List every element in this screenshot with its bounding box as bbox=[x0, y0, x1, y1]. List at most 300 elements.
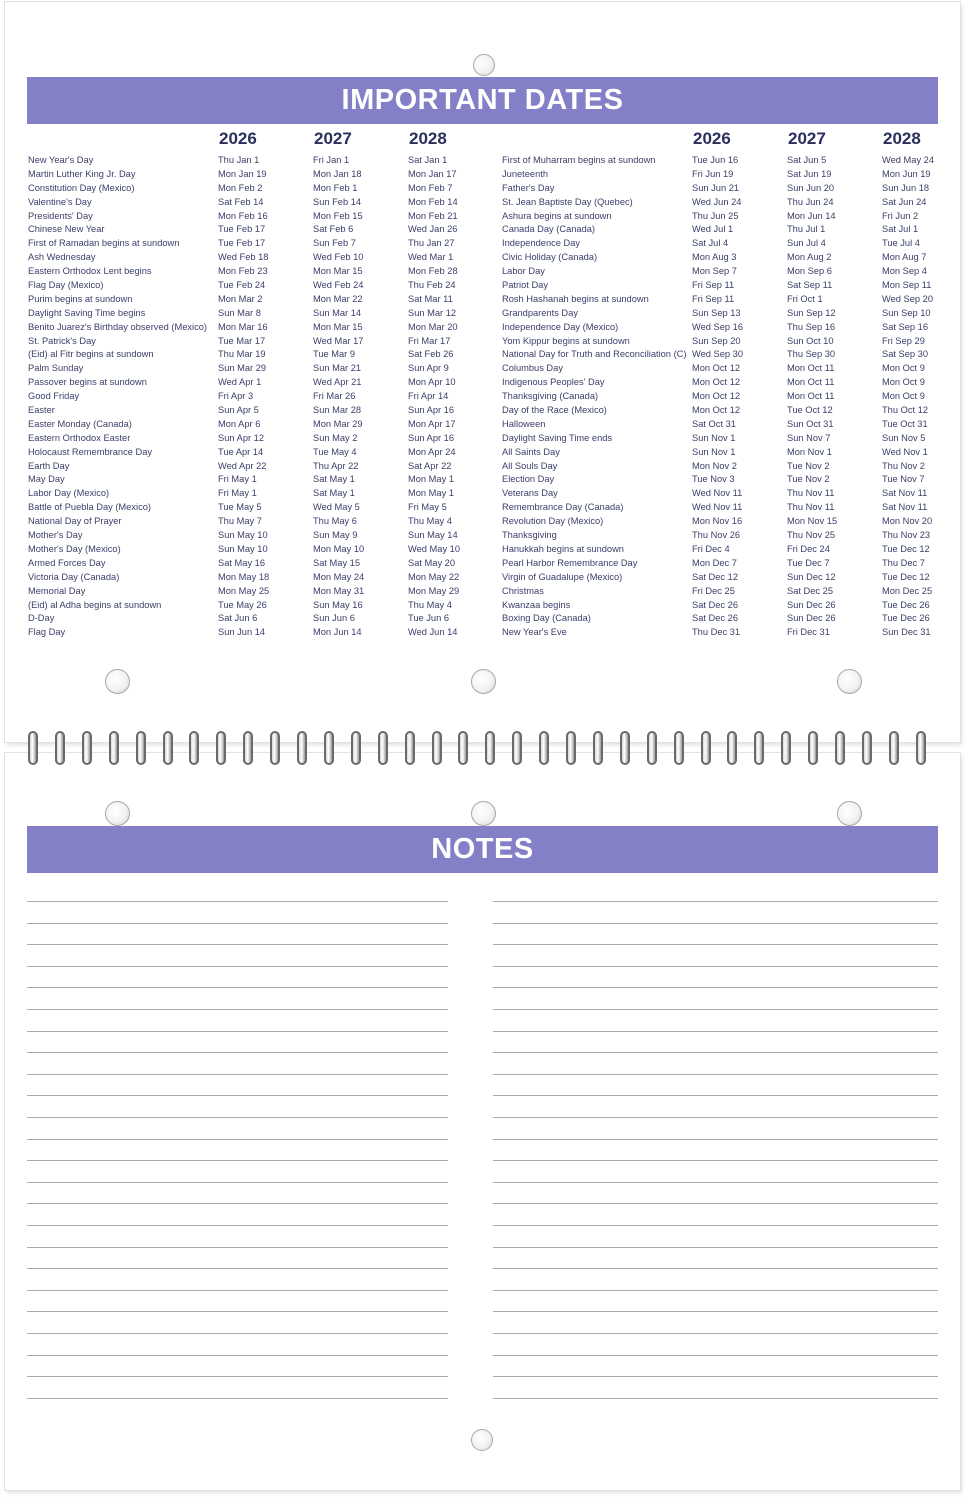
table-cell: Wed Apr 21 bbox=[313, 377, 362, 388]
note-line-right bbox=[493, 1031, 938, 1032]
table-cell: Mon Feb 1 bbox=[313, 182, 358, 193]
table-cell: Wed Apr 1 bbox=[218, 377, 262, 388]
table-cell: Mon Aug 7 bbox=[882, 252, 927, 263]
table-cell: Boxing Day (Canada) bbox=[502, 613, 591, 624]
table-cell: Sat Oct 31 bbox=[692, 418, 736, 429]
table-cell: All Souls Day bbox=[502, 460, 558, 471]
table-cell: Mon Sep 11 bbox=[882, 280, 932, 291]
table-cell: Mon Oct 12 bbox=[692, 363, 741, 374]
note-line-right bbox=[493, 1247, 938, 1248]
important-dates-page bbox=[5, 2, 960, 742]
table-cell: Wed Apr 22 bbox=[218, 460, 267, 471]
spiral-coil bbox=[324, 731, 334, 765]
note-line-right bbox=[493, 966, 938, 967]
table-cell: Sat Apr 22 bbox=[408, 460, 452, 471]
spiral-coil bbox=[566, 731, 576, 765]
table-cell: New Year's Day bbox=[28, 155, 94, 165]
table-cell: Fri Oct 1 bbox=[787, 293, 823, 304]
table-cell: Mon Aug 2 bbox=[787, 252, 832, 263]
table-cell: Labor Day bbox=[502, 266, 545, 277]
table-cell: Sun Jun 6 bbox=[313, 613, 355, 624]
table-cell: Tue Dec 26 bbox=[882, 613, 930, 624]
table-cell: Wed Jun 24 bbox=[692, 196, 742, 207]
table-cell: Sun Mar 29 bbox=[218, 363, 267, 374]
table-cell: Mon May 1 bbox=[408, 474, 454, 485]
table-cell: Sun Jul 4 bbox=[787, 238, 826, 249]
table-cell: Wed Jun 14 bbox=[408, 627, 458, 638]
table-cell: Sat Jun 24 bbox=[882, 196, 927, 207]
table-cell: Fri May 1 bbox=[218, 474, 257, 485]
table-cell: Fri Apr 3 bbox=[218, 391, 254, 402]
table-cell: Sun Feb 14 bbox=[313, 196, 362, 207]
note-line-left bbox=[27, 1160, 448, 1161]
table-cell: Sun May 16 bbox=[313, 599, 363, 610]
table-cell: Mon Sep 4 bbox=[882, 266, 927, 277]
spiral-coil bbox=[270, 731, 280, 765]
table-cell: Thu Jan 1 bbox=[218, 155, 260, 165]
note-line-left bbox=[27, 1268, 448, 1269]
table-cell: Sun Dec 31 bbox=[882, 627, 931, 638]
table-cell: Wed May 5 bbox=[313, 502, 360, 513]
note-line-left bbox=[27, 944, 448, 945]
note-line-left bbox=[27, 901, 448, 902]
table-cell: Fri Sep 29 bbox=[882, 335, 925, 346]
table-cell: Mon Jan 18 bbox=[313, 168, 362, 179]
spiral-coil bbox=[862, 731, 872, 765]
important-dates-title: IMPORTANT DATES bbox=[27, 77, 938, 124]
table-cell: (Eid) al Fitr begins at sundown bbox=[28, 349, 154, 360]
table-cell: Fri May 1 bbox=[218, 488, 257, 499]
year-header-right-2: 2027 bbox=[788, 129, 826, 148]
spiral-coil bbox=[405, 731, 415, 765]
table-cell: New Year's Eve bbox=[502, 627, 567, 638]
note-line-left bbox=[27, 1290, 448, 1291]
spiral-coil bbox=[512, 731, 522, 765]
table-cell: First of Ramadan begins at sundown bbox=[28, 238, 180, 249]
table-cell: (Eid) al Adha begins at sundown bbox=[28, 599, 162, 610]
note-line-right bbox=[493, 1376, 938, 1377]
table-cell: Mon Feb 15 bbox=[313, 210, 363, 221]
spiral-coil bbox=[136, 731, 146, 765]
table-cell: Wed Jul 1 bbox=[692, 224, 734, 235]
table-cell: Tue Nov 2 bbox=[787, 460, 830, 471]
table-cell: Sun Dec 12 bbox=[787, 571, 836, 582]
table-cell: Patriot Day bbox=[502, 280, 548, 291]
table-cell: Sun Oct 31 bbox=[787, 418, 834, 429]
binding-hole bbox=[837, 801, 862, 826]
table-cell: Tue Nov 3 bbox=[692, 474, 735, 485]
table-cell: Sat May 20 bbox=[408, 557, 456, 568]
table-cell: Thu Jun 24 bbox=[787, 196, 834, 207]
table-cell: Sun May 2 bbox=[313, 432, 358, 443]
table-cell: Earth Day bbox=[28, 460, 70, 471]
spiral-coil bbox=[781, 731, 791, 765]
table-cell: Fri Dec 24 bbox=[787, 543, 830, 554]
table-cell: Mon Mar 29 bbox=[313, 418, 363, 429]
table-cell: Columbus Day bbox=[502, 363, 563, 374]
table-cell: Tue Mar 17 bbox=[218, 335, 266, 346]
note-line-left bbox=[27, 1398, 448, 1399]
table-cell: Election Day bbox=[502, 474, 555, 485]
table-cell: Chinese New Year bbox=[28, 224, 105, 235]
table-cell: Canada Day (Canada) bbox=[502, 224, 596, 235]
note-line-left bbox=[27, 966, 448, 967]
table-cell: Thu Jan 27 bbox=[408, 238, 455, 249]
table-cell: Wed Sep 16 bbox=[692, 321, 743, 332]
binding-hole bbox=[471, 669, 496, 694]
table-cell: Sat Dec 25 bbox=[787, 585, 833, 596]
binding-hole bbox=[473, 54, 495, 76]
spiral-coil bbox=[835, 731, 845, 765]
table-cell: Wed May 24 bbox=[882, 155, 935, 165]
table-cell: Sat Feb 26 bbox=[408, 349, 454, 360]
table-cell: Mon Nov 1 bbox=[787, 446, 832, 457]
spiral-coil bbox=[216, 731, 226, 765]
table-cell: Sun Mar 21 bbox=[313, 363, 362, 374]
spiral-coil bbox=[593, 731, 603, 765]
note-line-right bbox=[493, 1139, 938, 1140]
table-cell: Fri Dec 25 bbox=[692, 585, 735, 596]
table-cell: Sun Mar 28 bbox=[313, 405, 362, 416]
table-cell: Passover begins at sundown bbox=[28, 377, 147, 388]
table-cell: Sat Sep 16 bbox=[882, 321, 929, 332]
note-line-left bbox=[27, 1225, 448, 1226]
table-cell: Martin Luther King Jr. Day bbox=[28, 168, 136, 179]
table-cell: Mon May 31 bbox=[313, 585, 365, 596]
table-cell: Tue Feb 17 bbox=[218, 224, 266, 235]
spiral-coil bbox=[620, 731, 630, 765]
table-cell: Victoria Day (Canada) bbox=[28, 571, 120, 582]
table-cell: Sun Nov 1 bbox=[692, 446, 736, 457]
table-cell: Sun Feb 7 bbox=[313, 238, 356, 249]
note-line-left bbox=[27, 1117, 448, 1118]
note-line-right bbox=[493, 1311, 938, 1312]
table-cell: Wed Nov 1 bbox=[882, 446, 928, 457]
table-cell: Sun Oct 10 bbox=[787, 335, 834, 346]
table-cell: Tue Apr 14 bbox=[218, 446, 264, 457]
table-cell: Memorial Day bbox=[28, 585, 86, 596]
table-cell: Palm Sunday bbox=[28, 363, 84, 374]
table-cell: Mon Dec 7 bbox=[692, 557, 737, 568]
table-cell: Fri Jun 19 bbox=[692, 168, 734, 179]
spiral-coil bbox=[808, 731, 818, 765]
table-cell: Sat Jun 6 bbox=[218, 613, 258, 624]
table-cell: Mon Oct 12 bbox=[692, 391, 741, 402]
binding-hole bbox=[471, 1429, 493, 1451]
note-line-right bbox=[493, 1398, 938, 1399]
table-cell: Tue Oct 12 bbox=[787, 405, 833, 416]
table-cell: Thu Dec 31 bbox=[692, 627, 741, 638]
table-cell: Thu Oct 12 bbox=[882, 405, 928, 416]
table-cell: Constitution Day (Mexico) bbox=[28, 182, 135, 193]
dates-right-2027 bbox=[787, 154, 837, 640]
table-cell: Battle of Puebla Day (Mexico) bbox=[28, 502, 151, 513]
spiral-coil bbox=[754, 731, 764, 765]
table-cell: Sun May 10 bbox=[218, 543, 268, 554]
table-cell: Wed Jan 26 bbox=[408, 224, 458, 235]
table-cell: Thu Sep 30 bbox=[787, 349, 836, 360]
table-cell: Sun Apr 9 bbox=[408, 363, 449, 374]
note-line-right bbox=[493, 1182, 938, 1183]
note-line-left bbox=[27, 1355, 448, 1356]
table-cell: Fri Mar 17 bbox=[408, 335, 451, 346]
table-cell: Mon Nov 15 bbox=[787, 516, 838, 527]
table-cell: St. Patrick's Day bbox=[28, 335, 96, 346]
note-line-right bbox=[493, 1160, 938, 1161]
note-line-left bbox=[27, 1376, 448, 1377]
spiral-coil bbox=[727, 731, 737, 765]
table-cell: Mon Jan 17 bbox=[408, 168, 457, 179]
note-line-left bbox=[27, 1182, 448, 1183]
table-cell: May Day bbox=[28, 474, 65, 485]
table-cell: Mon Feb 21 bbox=[408, 210, 458, 221]
year-header-right-1: 2026 bbox=[693, 129, 731, 148]
year-header-left-3: 2028 bbox=[409, 129, 447, 148]
table-cell: Mon Jun 19 bbox=[882, 168, 931, 179]
table-cell: Day of the Race (Mexico) bbox=[502, 405, 607, 416]
dates-left-2026 bbox=[218, 154, 269, 640]
table-cell: Juneteenth bbox=[502, 168, 549, 179]
spiral-coil bbox=[297, 731, 307, 765]
table-cell: Mother's Day (Mexico) bbox=[28, 543, 121, 554]
table-cell: Easter Monday (Canada) bbox=[28, 418, 132, 429]
table-cell: Mon May 24 bbox=[313, 571, 365, 582]
table-cell: Mon May 10 bbox=[313, 543, 365, 554]
table-cell: Easter bbox=[28, 405, 55, 416]
table-cell: Wed Nov 11 bbox=[692, 488, 743, 499]
table-cell: Thu Jun 25 bbox=[692, 210, 739, 221]
table-cell: Fri Dec 31 bbox=[787, 627, 830, 638]
binding-hole bbox=[105, 669, 130, 694]
table-cell: Wed Mar 17 bbox=[313, 335, 364, 346]
table-cell: Sat Jul 4 bbox=[692, 238, 729, 249]
table-cell: Tue Jun 6 bbox=[408, 613, 450, 624]
table-cell: Mon Mar 22 bbox=[313, 293, 363, 304]
table-cell: Mon Oct 11 bbox=[787, 377, 835, 388]
notes-title: NOTES bbox=[27, 826, 938, 873]
table-cell: Mon Oct 9 bbox=[882, 377, 925, 388]
spiral-coil bbox=[647, 731, 657, 765]
table-cell: Mon Oct 9 bbox=[882, 363, 925, 374]
table-cell: Fri Sep 11 bbox=[692, 280, 735, 291]
table-cell: Sat Nov 11 bbox=[882, 488, 928, 499]
table-cell: Fri Sep 11 bbox=[692, 293, 735, 304]
table-cell: Tue Dec 12 bbox=[882, 571, 930, 582]
table-cell: Sun Nov 5 bbox=[882, 432, 926, 443]
table-cell: Virgin of Guadalupe (Mexico) bbox=[502, 571, 623, 582]
table-cell: Ashura begins at sundown bbox=[502, 210, 612, 221]
year-header-left-2: 2027 bbox=[314, 129, 352, 148]
table-cell: Mon Apr 17 bbox=[408, 418, 456, 429]
dates-right-2026 bbox=[692, 154, 743, 640]
table-cell: Fri May 5 bbox=[408, 502, 447, 513]
note-line-left bbox=[27, 1009, 448, 1010]
table-cell: Civic Holiday (Canada) bbox=[502, 252, 598, 263]
note-line-left bbox=[27, 1052, 448, 1053]
note-line-right bbox=[493, 1074, 938, 1075]
table-cell: Sun Dec 26 bbox=[787, 613, 836, 624]
notes-page bbox=[5, 753, 960, 1490]
table-cell: Sun Jun 14 bbox=[218, 627, 266, 638]
table-cell: Tue May 5 bbox=[218, 502, 262, 513]
table-cell: Thu Mar 19 bbox=[218, 349, 266, 360]
table-cell: Tue Jun 16 bbox=[692, 155, 739, 165]
table-cell: Veterans Day bbox=[502, 488, 558, 499]
table-cell: Sun May 10 bbox=[218, 530, 268, 541]
spiral-coil bbox=[163, 731, 173, 765]
table-cell: Mon Apr 10 bbox=[408, 377, 456, 388]
table-cell: Wed Feb 18 bbox=[218, 252, 269, 263]
table-cell: Mon Jan 19 bbox=[218, 168, 267, 179]
table-cell: Halloween bbox=[502, 418, 546, 429]
table-cell: Good Friday bbox=[28, 391, 80, 402]
table-cell: Rosh Hashanah begins at sundown bbox=[502, 293, 649, 304]
table-cell: Christmas bbox=[502, 585, 544, 596]
note-line-left bbox=[27, 1139, 448, 1140]
dates-left-2028 bbox=[408, 154, 460, 640]
spiral-coil bbox=[189, 731, 199, 765]
table-cell: Sun Apr 12 bbox=[218, 432, 265, 443]
table-cell: Fri Jun 2 bbox=[882, 210, 919, 221]
table-cell: Thu Nov 11 bbox=[787, 502, 835, 513]
table-cell: Thu Nov 11 bbox=[787, 488, 835, 499]
note-line-right bbox=[493, 1333, 938, 1334]
note-line-right bbox=[493, 1355, 938, 1356]
note-line-right bbox=[493, 944, 938, 945]
spiral-coil bbox=[243, 731, 253, 765]
table-cell: Tue Nov 2 bbox=[787, 474, 830, 485]
table-cell: Mon May 22 bbox=[408, 571, 460, 582]
table-cell: Sun Mar 8 bbox=[218, 307, 261, 318]
spiral-coil bbox=[674, 731, 684, 765]
table-cell: Tue Dec 7 bbox=[787, 557, 830, 568]
table-cell: Sat Feb 14 bbox=[218, 196, 264, 207]
table-cell: Mon Nov 20 bbox=[882, 516, 933, 527]
table-cell: Mon May 29 bbox=[408, 585, 460, 596]
table-cell: Mon Nov 16 bbox=[692, 516, 743, 527]
note-line-right bbox=[493, 1268, 938, 1269]
table-cell: Tue Oct 31 bbox=[882, 418, 928, 429]
table-cell: Sun Apr 16 bbox=[408, 405, 455, 416]
spiral-coil bbox=[432, 731, 442, 765]
table-cell: Flag Day bbox=[28, 627, 66, 638]
spiral-coil bbox=[28, 731, 38, 765]
note-line-right bbox=[493, 901, 938, 902]
spiral-coil bbox=[701, 731, 711, 765]
note-line-right bbox=[493, 1052, 938, 1053]
spiral-coil bbox=[889, 731, 899, 765]
table-cell: Sat Jan 1 bbox=[408, 155, 448, 165]
table-cell: Fri Mar 26 bbox=[313, 391, 356, 402]
table-cell: Armed Forces Day bbox=[28, 557, 106, 568]
table-cell: Sat May 1 bbox=[313, 474, 355, 485]
table-cell: Holocaust Remembrance Day bbox=[28, 446, 153, 457]
table-cell: Thu Nov 26 bbox=[692, 530, 741, 541]
table-cell: Sat Sep 11 bbox=[787, 280, 833, 291]
dates-right-2028 bbox=[882, 154, 934, 640]
note-line-left bbox=[27, 1247, 448, 1248]
table-cell: Sun Apr 5 bbox=[218, 405, 259, 416]
table-cell: Mon Jun 14 bbox=[313, 627, 362, 638]
table-cell: Mon Mar 15 bbox=[313, 266, 363, 277]
table-cell: Thu Nov 23 bbox=[882, 530, 931, 541]
table-cell: Sat Dec 26 bbox=[692, 613, 738, 624]
table-cell: Mon Mar 15 bbox=[313, 321, 363, 332]
table-cell: Mother's Day bbox=[28, 530, 83, 541]
table-cell: Eastern Orthodox Lent begins bbox=[28, 266, 152, 277]
table-cell: D-Day bbox=[28, 613, 55, 624]
binding-hole bbox=[471, 801, 496, 826]
table-cell: Mon Feb 23 bbox=[218, 266, 268, 277]
table-cell: Valentine's Day bbox=[28, 196, 92, 207]
table-cell: Wed Mar 1 bbox=[408, 252, 454, 263]
note-line-right bbox=[493, 1290, 938, 1291]
spiral-coil bbox=[109, 731, 119, 765]
table-cell: Sat Dec 26 bbox=[692, 599, 738, 610]
table-cell: Daylight Saving Time ends bbox=[502, 432, 613, 443]
dates-left-2027 bbox=[313, 154, 364, 640]
table-cell: Sat May 15 bbox=[313, 557, 361, 568]
table-cell: Sun Dec 26 bbox=[787, 599, 836, 610]
table-cell: Sat Dec 12 bbox=[692, 571, 738, 582]
spiral-binding bbox=[28, 731, 942, 765]
table-cell: Sat Nov 11 bbox=[882, 502, 928, 513]
table-cell: Independence Day (Mexico) bbox=[502, 321, 619, 332]
table-cell: National Day for Truth and Reconciliation (C) bbox=[502, 349, 687, 360]
table-cell: Mon Sep 6 bbox=[787, 266, 832, 277]
note-line-right bbox=[493, 1009, 938, 1010]
table-cell: Tue May 4 bbox=[313, 446, 357, 457]
table-cell: Ash Wednesday bbox=[28, 252, 96, 263]
table-cell: Father's Day bbox=[502, 182, 555, 193]
spiral-coil bbox=[458, 731, 468, 765]
table-cell: Mon Oct 12 bbox=[692, 405, 741, 416]
spiral-coil bbox=[916, 731, 926, 765]
table-cell: Thu Nov 2 bbox=[882, 460, 925, 471]
table-cell: Wed Feb 10 bbox=[313, 252, 364, 263]
holiday-names-right bbox=[502, 154, 689, 640]
table-cell: Mon Mar 2 bbox=[218, 293, 263, 304]
table-cell: Sun Jun 18 bbox=[882, 182, 930, 193]
table-cell: Tue Feb 17 bbox=[218, 238, 266, 249]
table-cell: Tue Jul 4 bbox=[882, 238, 920, 249]
table-cell: Remembrance Day (Canada) bbox=[502, 502, 624, 513]
table-cell: Tue Dec 12 bbox=[882, 543, 930, 554]
table-cell: Tue Dec 26 bbox=[882, 599, 930, 610]
note-line-left bbox=[27, 1095, 448, 1096]
table-cell: Mon Nov 2 bbox=[692, 460, 737, 471]
spiral-coil bbox=[485, 731, 495, 765]
spiral-coil bbox=[539, 731, 549, 765]
table-cell: Presidents' Day bbox=[28, 210, 93, 221]
table-cell: Mon Aug 3 bbox=[692, 252, 737, 263]
table-cell: Mon May 18 bbox=[218, 571, 270, 582]
table-cell: St. Jean Baptiste Day (Quebec) bbox=[502, 196, 633, 207]
table-cell: Mon Oct 9 bbox=[882, 391, 925, 402]
note-line-left bbox=[27, 1203, 448, 1204]
table-cell: Thu May 4 bbox=[408, 516, 452, 527]
table-cell: Fri Dec 4 bbox=[692, 543, 730, 554]
table-cell: Grandparents Day bbox=[502, 307, 578, 318]
table-cell: Thu Apr 22 bbox=[313, 460, 359, 471]
table-cell: Mon Dec 25 bbox=[882, 585, 933, 596]
table-cell: Sun Jun 21 bbox=[692, 182, 740, 193]
table-cell: Tue May 26 bbox=[218, 599, 267, 610]
table-cell: Mon May 1 bbox=[408, 488, 454, 499]
table-cell: Sat Feb 6 bbox=[313, 224, 354, 235]
table-cell: Fri Jan 1 bbox=[313, 155, 350, 165]
table-cell: Mon Feb 16 bbox=[218, 210, 268, 221]
